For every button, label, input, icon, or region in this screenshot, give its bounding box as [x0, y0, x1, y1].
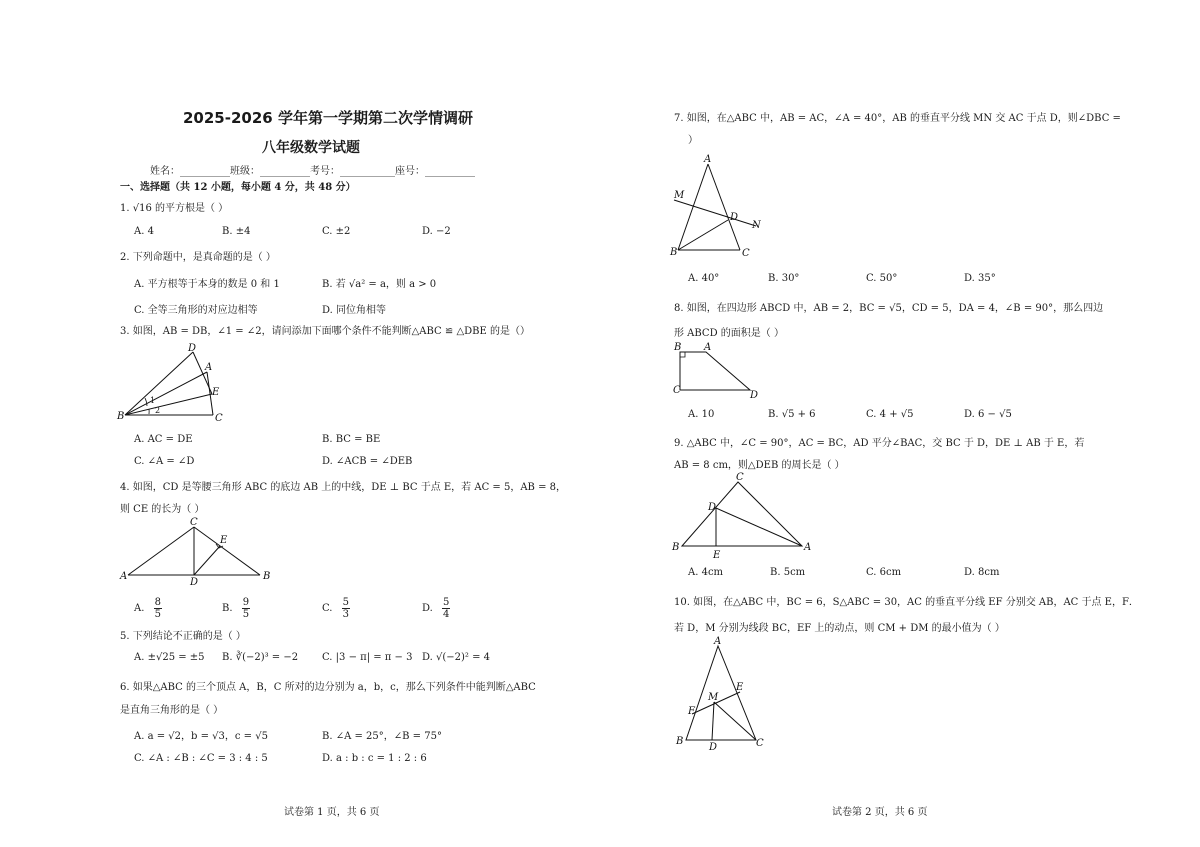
- q4-option-a-fraction: [154, 597, 162, 620]
- q4-option-d-letter: D.: [422, 603, 433, 614]
- q4-a-den: 5: [154, 609, 161, 620]
- q10-label-b: B: [676, 736, 684, 747]
- q4-b-den: 5: [242, 609, 250, 620]
- q4-option-b-fraction: [242, 597, 250, 620]
- exam-subtitle: 八年级数学试题: [262, 140, 360, 156]
- q3-label-a: A: [205, 362, 213, 373]
- q7-option-d: D. 35°: [964, 273, 996, 284]
- q10-figure: [672, 634, 772, 754]
- q9-label-b: B: [672, 542, 680, 553]
- q7-label-m: M: [674, 190, 685, 201]
- q10-label-c: C: [756, 738, 764, 749]
- q9-label-d: D: [708, 502, 717, 513]
- q4-option-c-letter: C.: [322, 603, 333, 614]
- q2-option-a: A. 平方根等于本身的数是 0 和 1: [134, 279, 280, 290]
- q4-option-d-fraction: [442, 597, 450, 620]
- q8-label-b: B: [674, 342, 682, 353]
- q9-label-a: A: [804, 542, 812, 553]
- q9-option-a: A. 4cm: [688, 567, 724, 578]
- q4-c-den: 3: [342, 609, 350, 620]
- q4-option-b: [222, 597, 250, 620]
- q5-option-a: A. ±√25 = ±5: [134, 652, 205, 663]
- q2-option-d: D. 同位角相等: [322, 305, 387, 316]
- q6-stem-line1: 6. 如果△ABC 的三个顶点 A，B，C 所对的边分别为 a，b，c，那么下列条件中能判断△ABC: [120, 682, 536, 693]
- q3-stem: 3. 如图，AB = DB，∠1 = ∠2，请问添加下面哪个条件不能判断△ABC ≌ △DBE 的是（）: [120, 326, 530, 337]
- q5-stem: 5. 下列结论不正确的是（ ）: [120, 631, 246, 642]
- q4-option-a: [134, 597, 162, 620]
- q4-figure: [120, 515, 280, 588]
- q10-label-f: F: [688, 706, 695, 717]
- q7-label-a: A: [704, 154, 712, 165]
- q3-figure: [115, 340, 235, 425]
- q3-option-a: A. AC = DE: [134, 434, 193, 445]
- q4-d-den: 4: [443, 609, 450, 620]
- q5-option-d: D. √(−2)² = 4: [422, 652, 491, 663]
- q4-option-c-fraction: [342, 597, 350, 620]
- q2-option-b: B. 若 √a² = a，则 a > 0: [322, 279, 437, 290]
- q1-option-a: A. 4: [134, 226, 154, 237]
- q10-label-d: D: [709, 742, 718, 753]
- q8-label-d: D: [750, 390, 759, 401]
- q9-stem-line2: AB = 8 cm，则△DEB 的周长是（ ）: [674, 460, 845, 471]
- q7-option-a: A. 40°: [688, 273, 720, 284]
- q1-option-d: D. −2: [422, 226, 451, 237]
- q9-option-d: D. 8cm: [964, 567, 1000, 578]
- q7-label-n: N: [752, 220, 761, 231]
- q4-c-num: 5: [342, 597, 350, 608]
- q3-label-e: E: [212, 387, 220, 398]
- q3-angle-2: 2: [155, 406, 161, 415]
- q4-stem-line1: 4. 如图，CD 是等腰三角形 ABC 的底边 AB 上的中线，DE ⊥ BC 于点 E，若 AC = 5，AB = 8，: [120, 482, 567, 493]
- q7-label-d: D: [730, 212, 739, 223]
- q7-stem-line1: 7. 如图，在△ABC 中，AB = AC，∠A = 40°，AB 的垂直平分线 MN 交 AC 于点 D，则∠DBC =: [674, 113, 1121, 124]
- q9-label-e: E: [713, 550, 721, 561]
- q2-option-c: C. 全等三角形的对应边相等: [134, 305, 258, 316]
- q7-label-c: C: [742, 248, 750, 259]
- q8-option-d: D. 6 − √5: [964, 409, 1012, 420]
- q6-option-c: C. ∠A : ∠B : ∠C = 3 : 4 : 5: [134, 753, 268, 764]
- q3-label-b: B: [117, 411, 125, 422]
- footer-page-1: 试卷第 1 页，共 6 页: [284, 807, 380, 818]
- q8-option-b: B. √5 + 6: [768, 409, 816, 420]
- q4-label-e: E: [220, 535, 228, 546]
- q3-angle-1: 1: [150, 396, 156, 405]
- q4-label-d: D: [190, 577, 199, 588]
- q4-label-c: C: [190, 517, 198, 528]
- q3-label-d: D: [188, 343, 197, 354]
- q6-stem-line2: 是直角三角形的是（ ）: [120, 705, 224, 716]
- q8-stem-line2: 形 ABCD 的面积是（ ）: [674, 328, 784, 339]
- q4-stem-line2: 则 CE 的长为（ ）: [120, 504, 205, 515]
- q10-stem-line2: 若 D，M 分别为线段 BC，EF 上的动点，则 CM + DM 的最小值为（ ）: [674, 623, 1005, 634]
- q3-label-c: C: [215, 413, 223, 424]
- q9-stem-line1: 9. △ABC 中，∠C = 90°，AC = BC，AD 平分∠BAC，交 BC 于 D，DE ⊥ AB 于 E，若: [674, 438, 1085, 449]
- q3-option-b: B. BC = BE: [322, 434, 381, 445]
- q8-option-a: A. 10: [688, 409, 715, 420]
- q10-stem-line1: 10. 如图，在△ABC 中，BC = 6，S△ABC = 30，AC 的垂直平分线 EF 分别交 AB，AC 于点 E，F．: [674, 597, 1139, 608]
- q5-option-c: C. |3 − π| = π − 3: [322, 652, 413, 663]
- q10-label-e: E: [736, 682, 744, 693]
- q6-option-d: D. a : b : c = 1 : 2 : 6: [322, 753, 427, 764]
- q4-option-a-letter: A.: [134, 603, 145, 614]
- q3-option-c: C. ∠A = ∠D: [134, 456, 195, 467]
- q4-d-num: 5: [443, 597, 450, 608]
- q8-label-a: A: [704, 342, 712, 353]
- q8-option-c: C. 4 + √5: [866, 409, 914, 420]
- q9-option-b: B. 5cm: [770, 567, 806, 578]
- q3-option-d: D. ∠ACB = ∠DEB: [322, 456, 413, 467]
- student-info-line: 姓名：__________班级：__________考号：___________座号：__________: [150, 166, 475, 177]
- q9-figure: [672, 470, 822, 560]
- q10-label-a: A: [714, 636, 722, 647]
- q8-stem-line1: 8. 如图，在四边形 ABCD 中，AB = 2，BC = √5，CD = 5，DA = 4，∠B = 90°，那么四边: [674, 303, 1104, 314]
- q4-option-b-letter: B.: [222, 603, 233, 614]
- q2-stem: 2. 下列命题中，是真命题的是（ ）: [120, 252, 276, 263]
- q10-label-m: M: [708, 692, 719, 703]
- q7-label-b: B: [670, 247, 678, 258]
- exam-title: 2025-2026 学年第一学期第二次学情调研: [183, 109, 473, 127]
- q7-figure: [670, 150, 770, 260]
- q1-option-b: B. ±4: [222, 226, 251, 237]
- q7-stem-line2: ）: [688, 135, 698, 146]
- q5-option-b: B. ∛(−2)³ = −2: [222, 652, 299, 663]
- q4-option-c: [322, 597, 350, 620]
- q6-option-a: A. a = √2，b = √3，c = √5: [134, 731, 268, 742]
- q8-figure: [672, 340, 772, 402]
- q4-label-b: B: [263, 571, 271, 582]
- q7-option-c: C. 50°: [866, 273, 898, 284]
- q7-option-b: B. 30°: [768, 273, 800, 284]
- q9-label-c: C: [736, 472, 744, 483]
- q4-a-num: 8: [154, 597, 161, 608]
- footer-page-2: 试卷第 2 页，共 6 页: [832, 807, 928, 818]
- q6-option-b: B. ∠A = 25°，∠B = 75°: [322, 731, 442, 742]
- q1-stem: 1. √16 的平方根是（ ）: [120, 203, 229, 214]
- section-heading: 一、选择题（共 12 小题，每小题 4 分，共 48 分）: [120, 182, 356, 193]
- q4-label-a: A: [120, 571, 128, 582]
- q1-option-c: C. ±2: [322, 226, 351, 237]
- q9-option-c: C. 6cm: [866, 567, 902, 578]
- q4-b-num: 9: [242, 597, 250, 608]
- q8-label-c: C: [673, 385, 681, 396]
- q4-option-d: [422, 597, 450, 620]
